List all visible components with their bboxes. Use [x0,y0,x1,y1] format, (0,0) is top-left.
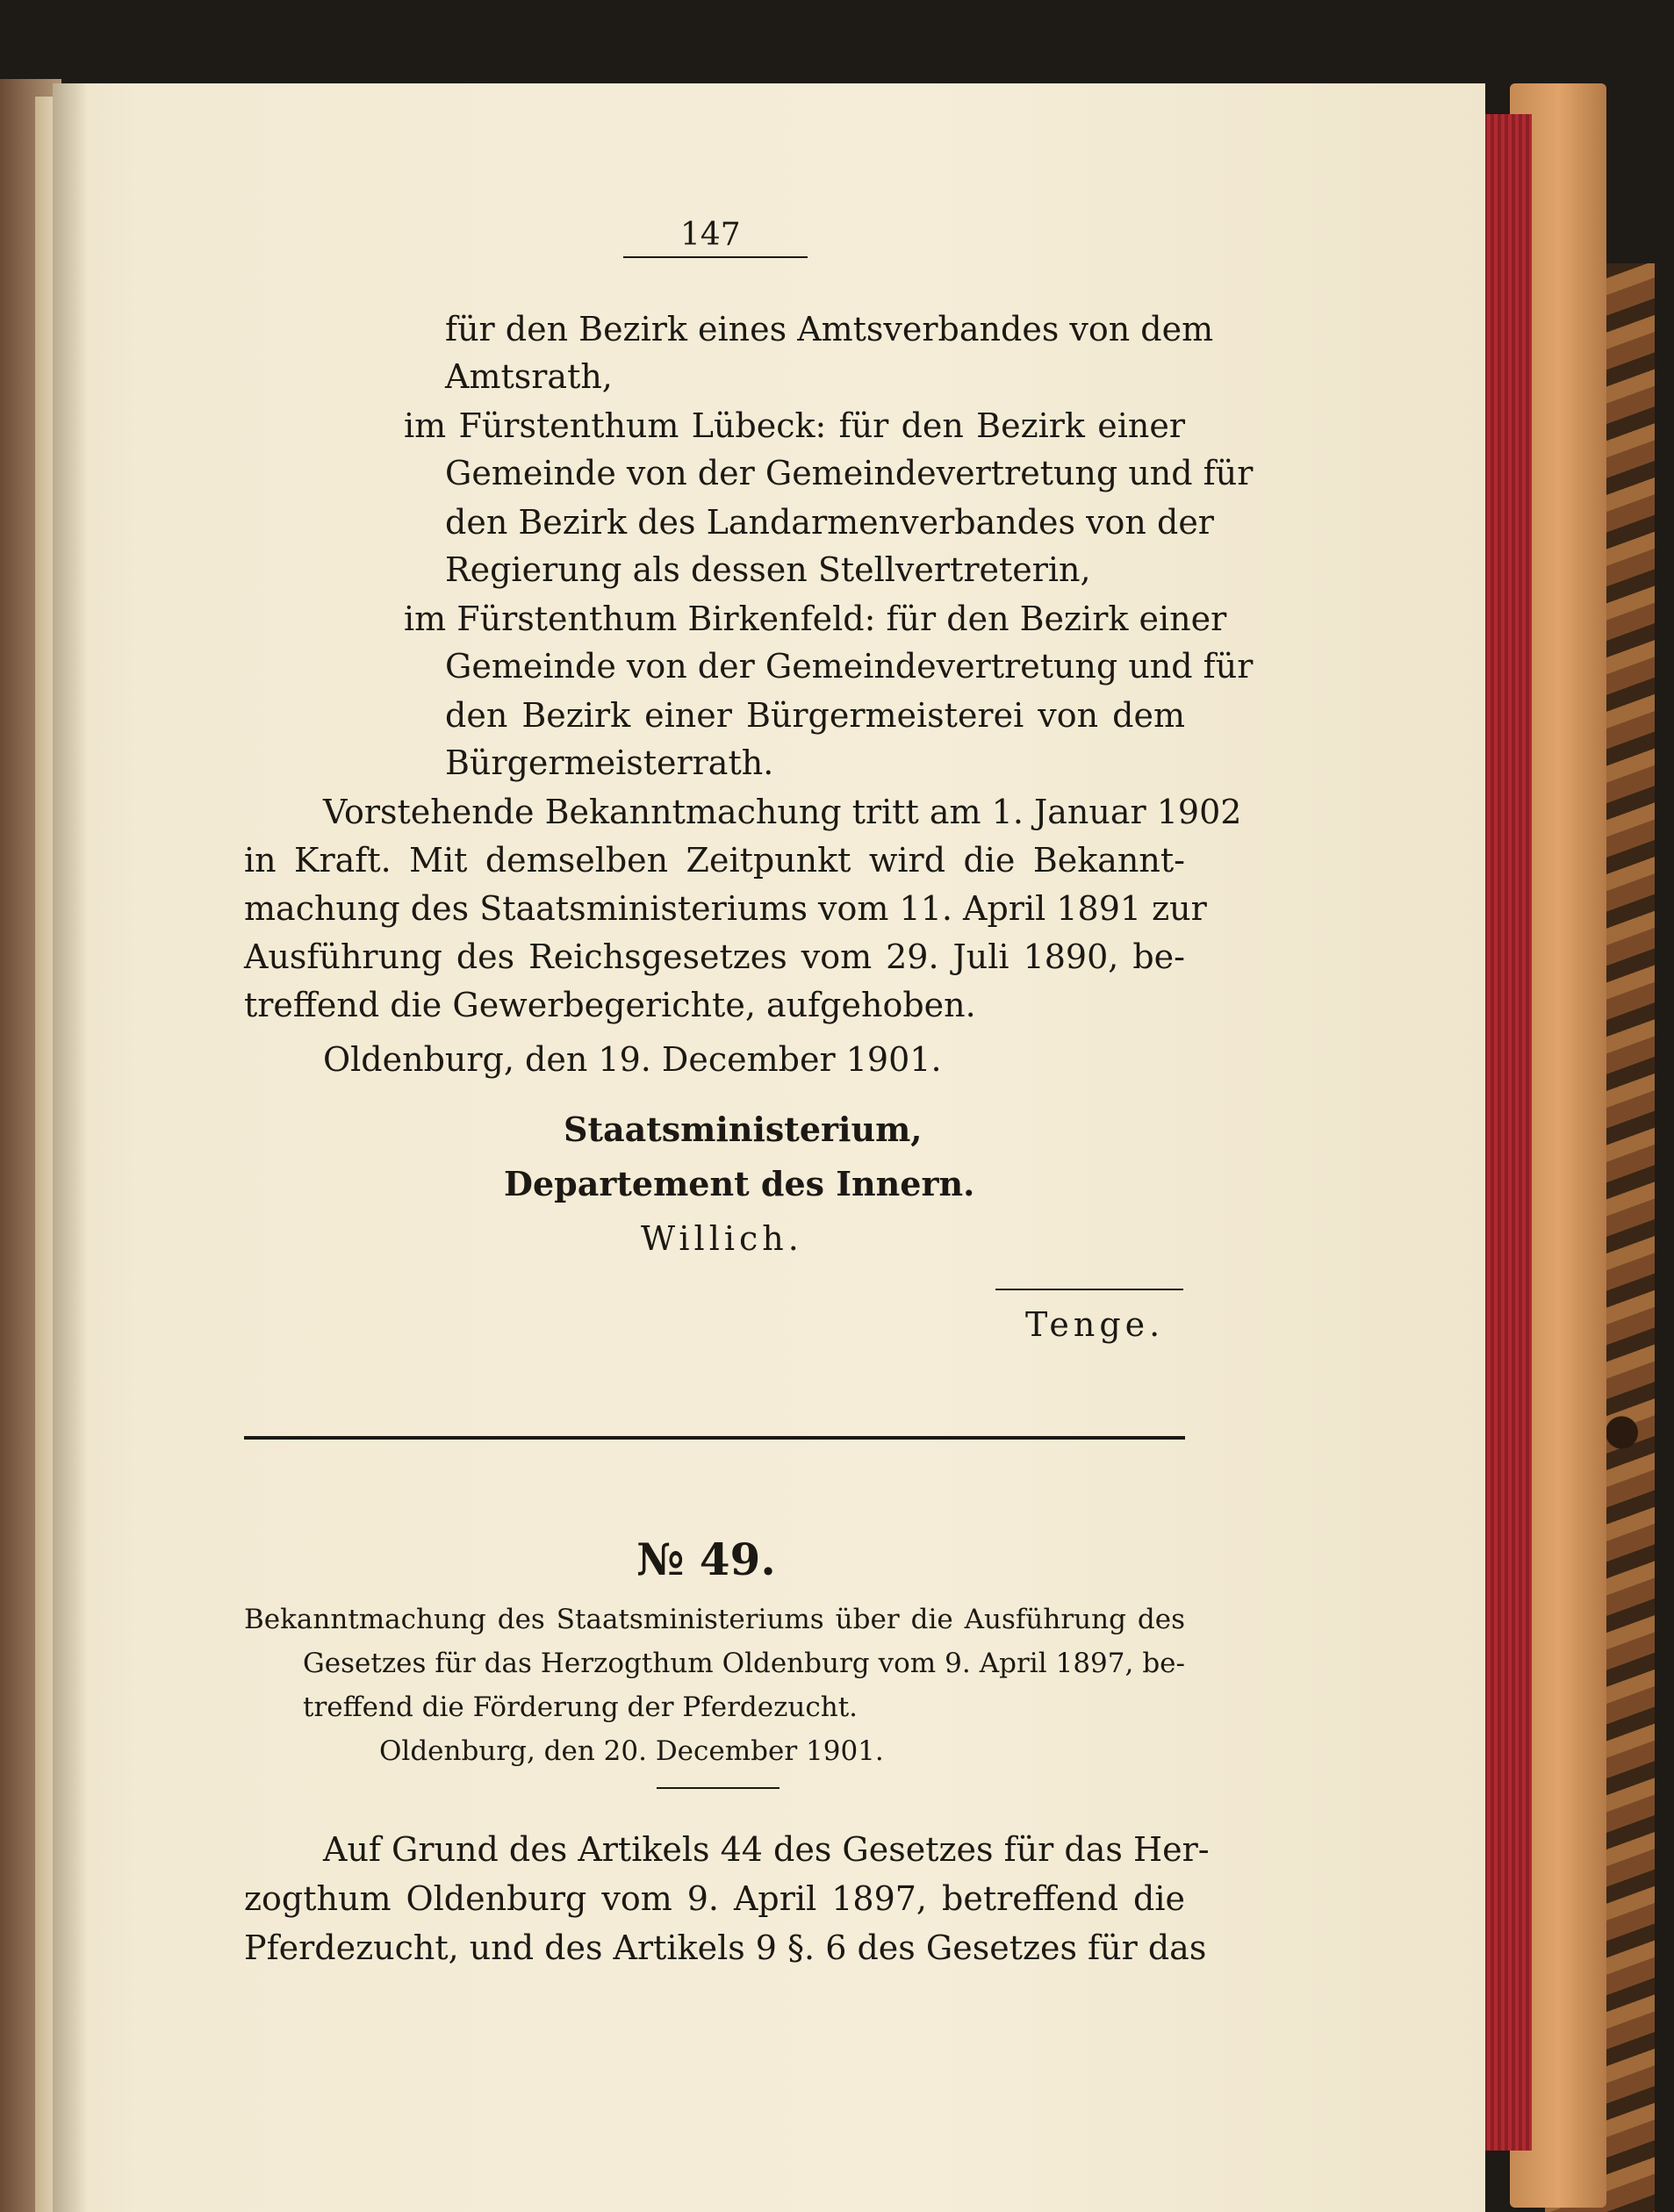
authority-name: Staatsministerium, [564,1110,923,1149]
text-line: den Bezirk des Landarmenverbandes von der [445,503,1214,542]
signatory: Willich. [641,1219,803,1258]
text-line: Gemeinde von der Gemeindevertretung und für [445,454,1254,492]
text-line: zogthum Oldenburg vom 9. April 1897, betreffend die [244,1879,1185,1918]
notice-title-line: Gesetzes für das Herzogthum Oldenburg vom 9. April 1897, be- [303,1648,1185,1679]
section-divider [244,1436,1185,1440]
text-line: Amtsrath, [445,357,613,396]
text-line: machung des Staatsministeriums vom 11. April 1891 zur [244,889,1207,928]
page-number: 147 [680,217,741,253]
text-line: Ausführung des Reichsgesetzes vom 29. Juli 1890, be- [244,937,1185,976]
text-line: den Bezirk einer Bürgermeisterei von dem [445,696,1185,735]
text-line: für den Bezirk eines Amtsverbandes von dem [445,310,1214,348]
header-rule [623,256,808,258]
text-line: Vorstehende Bekanntmachung tritt am 1. Januar 1902 [323,793,1242,831]
notice-title-line: Bekanntmachung des Staatsministeriums über die Ausführung des [244,1604,1185,1635]
text-line: in Kraft. Mit demselben Zeitpunkt wird die Bekannt- [244,841,1185,880]
text-line: Bürgermeisterrath. [445,743,774,782]
notice-date: Oldenburg, den 20. December 1901. [379,1735,884,1767]
place-date: Oldenburg, den 19. December 1901. [323,1040,942,1079]
text-line: Pferdezucht, und des Artikels 9 §. 6 des Gesetzes für das [244,1928,1207,1967]
red-page-edges [1484,114,1532,2151]
text-line: Regierung als dessen Stellvertreterin, [445,550,1091,589]
notice-number: № 49. [636,1533,776,1585]
gutter-shadow [53,83,88,2212]
title-rule [657,1787,780,1789]
notice-title-line: treffend die Förderung der Pferdezucht. [303,1691,859,1723]
text-line: im Fürstenthum Lübeck: für den Bezirk einer [404,406,1185,445]
text-line: Auf Grund des Artikels 44 des Gesetzes für das Her- [323,1830,1210,1869]
countersign: Tenge. [1025,1305,1165,1344]
signature-rule [995,1289,1183,1290]
text-line: Gemeinde von der Gemeindevertretung und für [445,647,1254,686]
text-line: treffend die Gewerbegerichte, aufgehoben. [244,986,976,1024]
authority-department: Departement des Innern. [504,1164,975,1203]
text-line: im Fürstenthum Birkenfeld: für den Bezirk einer [404,600,1227,638]
